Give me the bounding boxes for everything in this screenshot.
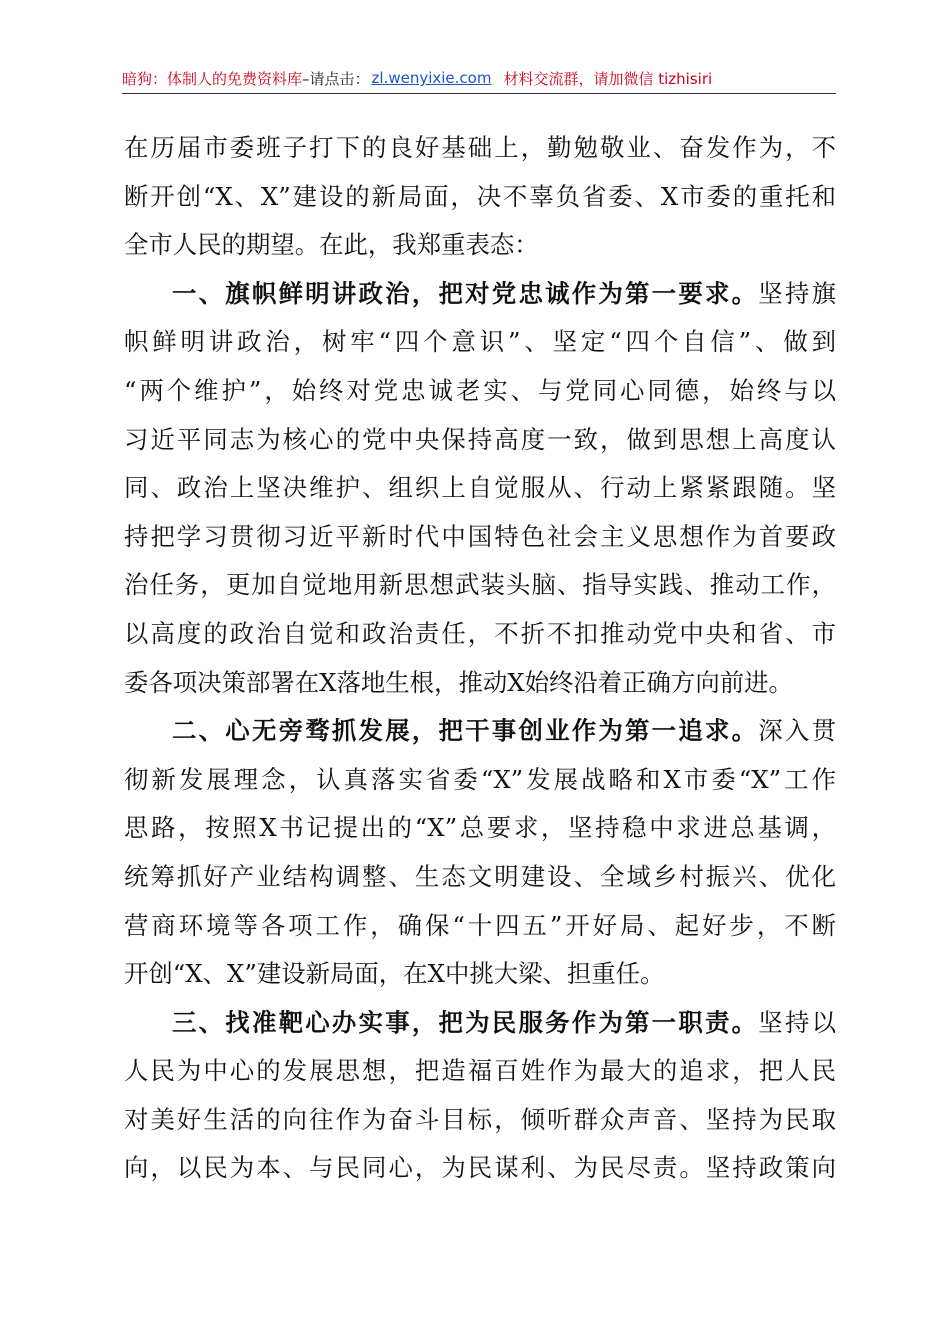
text-line: 以高度的政治自觉和政治责任，不折不扣推动党中央和省、市 — [124, 618, 836, 648]
text-line: 委各项决策部署在X落地生根，推动X始终沿着正确方向前进。 — [124, 667, 793, 697]
page-header — [122, 60, 834, 96]
text-line: 断开创“X、X”建设的新局面，决不辜负省委、X市委的重托和 — [124, 181, 836, 211]
paragraph-section-1 — [124, 270, 836, 707]
text-fragment: 深入贯 — [758, 716, 836, 746]
text-line: 对美好生活的向往作为奋斗目标，倾听群众声音、坚持为民取 — [124, 1104, 836, 1134]
header-prompt: –请点击： — [302, 69, 370, 88]
paragraph-section-2 — [124, 707, 836, 999]
text-line — [124, 999, 836, 1048]
text-line: 全市人民的期望。在此，我郑重表态： — [124, 230, 539, 260]
header-divider — [122, 93, 836, 94]
header-link[interactable]: zl.wenyixie.com — [371, 69, 492, 87]
text-line: 统筹抓好产业结构调整、生态文明建设、全域乡村振兴、优化 — [124, 861, 836, 891]
text-line: 治任务，更加自觉地用新思想武装头脑、指导实践、推动工作， — [124, 570, 836, 600]
text-fragment: 坚持以 — [758, 1007, 836, 1037]
text-line: 帜鲜明讲政治，树牢“四个意识”、坚定“四个自信”、做到 — [124, 327, 836, 357]
paragraph-intro — [124, 124, 836, 270]
section-heading-3: 三、找准靶心办实事，把为民服务作为第一职责。 — [172, 1007, 759, 1037]
paragraph-section-3 — [124, 999, 836, 1193]
header-brand: 暗狗：体制人的免费资料库 — [122, 69, 303, 88]
document-body — [124, 124, 836, 1193]
text-line: 营商环境等各项工作，确保“十四五”开好局、起好步，不断 — [124, 910, 836, 940]
section-heading-1: 一、旗帜鲜明讲政治，把对党忠诚作为第一要求。 — [172, 278, 759, 308]
text-line: “两个维护”，始终对党忠诚老实、与党同心同德，始终与以 — [124, 375, 836, 405]
text-line: 思路，按照X书记提出的“X”总要求，坚持稳中求进总基调， — [124, 813, 836, 843]
text-line: 彻新发展理念，认真落实省委“X”发展战略和X市委“X”工作 — [124, 764, 836, 794]
text-line — [124, 270, 836, 319]
text-line: 人民为中心的发展思想，把造福百姓作为最大的追求，把人民 — [124, 1056, 836, 1086]
header-contact: 材料交流群，请加微信 tizhisiri — [503, 69, 713, 88]
text-line: 习近平同志为核心的党中央保持高度一致，做到思想上高度认 — [124, 424, 836, 454]
text-line — [124, 707, 836, 756]
text-line: 持把学习贯彻习近平新时代中国特色社会主义思想作为首要政 — [124, 521, 836, 551]
text-fragment: 坚持旗 — [758, 278, 836, 308]
text-line: 在历届市委班子打下的良好基础上，勤勉敬业、奋发作为，不 — [124, 133, 836, 162]
text-line: 开创“X、X”建设新局面，在X中挑大梁、担重任。 — [124, 959, 665, 989]
text-line: 向，以民为本、与民同心，为民谋利、为民尽责。坚持政策向 — [124, 1153, 836, 1183]
text-line: 同、政治上坚决维护、组织上自觉服从、行动上紧紧跟随。坚 — [124, 473, 836, 503]
section-heading-2: 二、心无旁骛抓发展，把干事创业作为第一追求。 — [172, 716, 759, 746]
